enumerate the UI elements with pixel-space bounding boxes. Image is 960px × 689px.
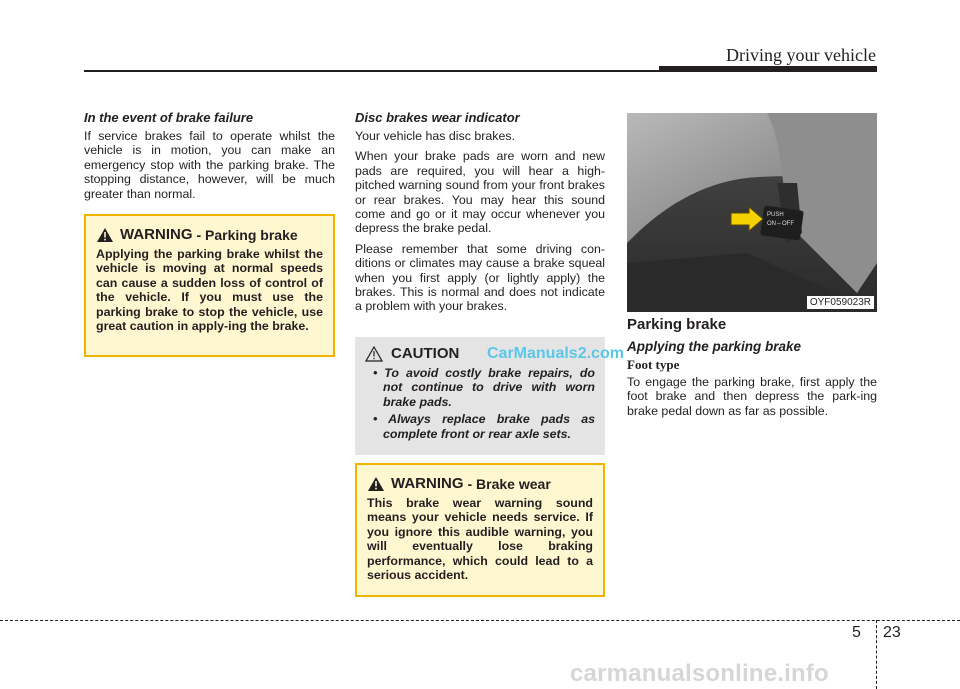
column-3: [627, 316, 877, 424]
warning-sub-label: - Parking brake: [196, 226, 298, 243]
column-2: [355, 110, 605, 320]
warning-brakewear-text: This brake wear warning sound means your vehicle needs service. If you ignore this audible warning, you will eventually lose braking performance, which could lead to a serious accident.: [367, 496, 593, 583]
header-bar: [659, 66, 877, 72]
parking-brake-paragraph: To engage the parking brake, first apply the foot brake and then depress the park-ing brake pedal down as far as possible.: [627, 375, 877, 418]
disc-brakes-p2: When your brake pads are worn and new pads are required, you will hear a high-pitched warning sound from your front brakes or rear brakes. You may hear this sound come and go or it may occur whenever you depress the brake pedal.: [355, 149, 605, 236]
parking-brake-photo: [627, 113, 877, 312]
column-1: [84, 110, 335, 207]
photo-illustration: [627, 113, 877, 312]
photo-code-label: OYF059023R: [807, 296, 874, 309]
warning-label: WARNING: [391, 475, 464, 492]
parking-brake-heading: Parking brake: [627, 316, 727, 333]
disc-brakes-p3: Please remember that some driving con-ditions or climates may cause a brake squeal when you first apply (or lightly apply) the brakes. This is normal and does not indicate a problem with your brakes.: [355, 241, 605, 314]
footer-watermark[interactable]: carmanualsonline.info: [570, 660, 829, 687]
disc-brakes-p1: Your vehicle has disc brakes.: [355, 129, 516, 143]
foot-type-heading: Foot type: [627, 357, 680, 372]
page-number: 23: [883, 624, 901, 641]
warning-parking-title: [96, 226, 323, 243]
footer-rule: [0, 620, 960, 621]
header-title: Driving your vehicle: [726, 45, 876, 65]
section-number: 5: [852, 624, 861, 641]
caution-label: CAUTION: [391, 345, 460, 362]
warning-parking-text: Applying the parking brake whilst the vehicle is moving at normal speeds can cause a sudden loss of control of the vehicle. If you must use the parking brake to stop the vehicle, use great caution in apply-ing the brake.: [96, 247, 323, 334]
disc-brakes-heading: Disc brakes wear indicator: [355, 110, 520, 125]
caution-item-2: • Always replace brake pads as complete front or rear axle sets.: [373, 412, 595, 441]
warning-brake-wear-box: [355, 463, 605, 597]
warning-brakewear-title: [367, 475, 593, 492]
footer-divider: [876, 620, 877, 689]
site-watermark[interactable]: CarManuals2.com: [487, 345, 624, 362]
caution-item-1: • To avoid costly brake repairs, do not continue to drive with worn brake pads.: [373, 366, 595, 409]
warning-sub-label: - Brake wear: [467, 475, 551, 492]
brake-failure-paragraph: If service brakes fail to operate whilst the vehicle is in motion, you can make an emergency stop with the parking brake. The stopping distance, however, will be much greater than normal.: [84, 129, 335, 201]
header-rule: [84, 70, 659, 72]
applying-parking-brake-heading: Applying the parking brake: [627, 339, 802, 354]
brake-failure-heading: In the event of brake failure: [84, 110, 254, 125]
caution-triangle-icon: [365, 346, 383, 362]
warning-triangle-icon: [367, 476, 385, 492]
pedal-label-push: PUSH: [767, 212, 784, 218]
pedal-label-onoff: ON⇔OFF: [767, 221, 794, 227]
warning-triangle-icon: [96, 227, 114, 243]
warning-parking-brake-box: [84, 214, 335, 357]
warning-label: WARNING: [120, 226, 193, 243]
